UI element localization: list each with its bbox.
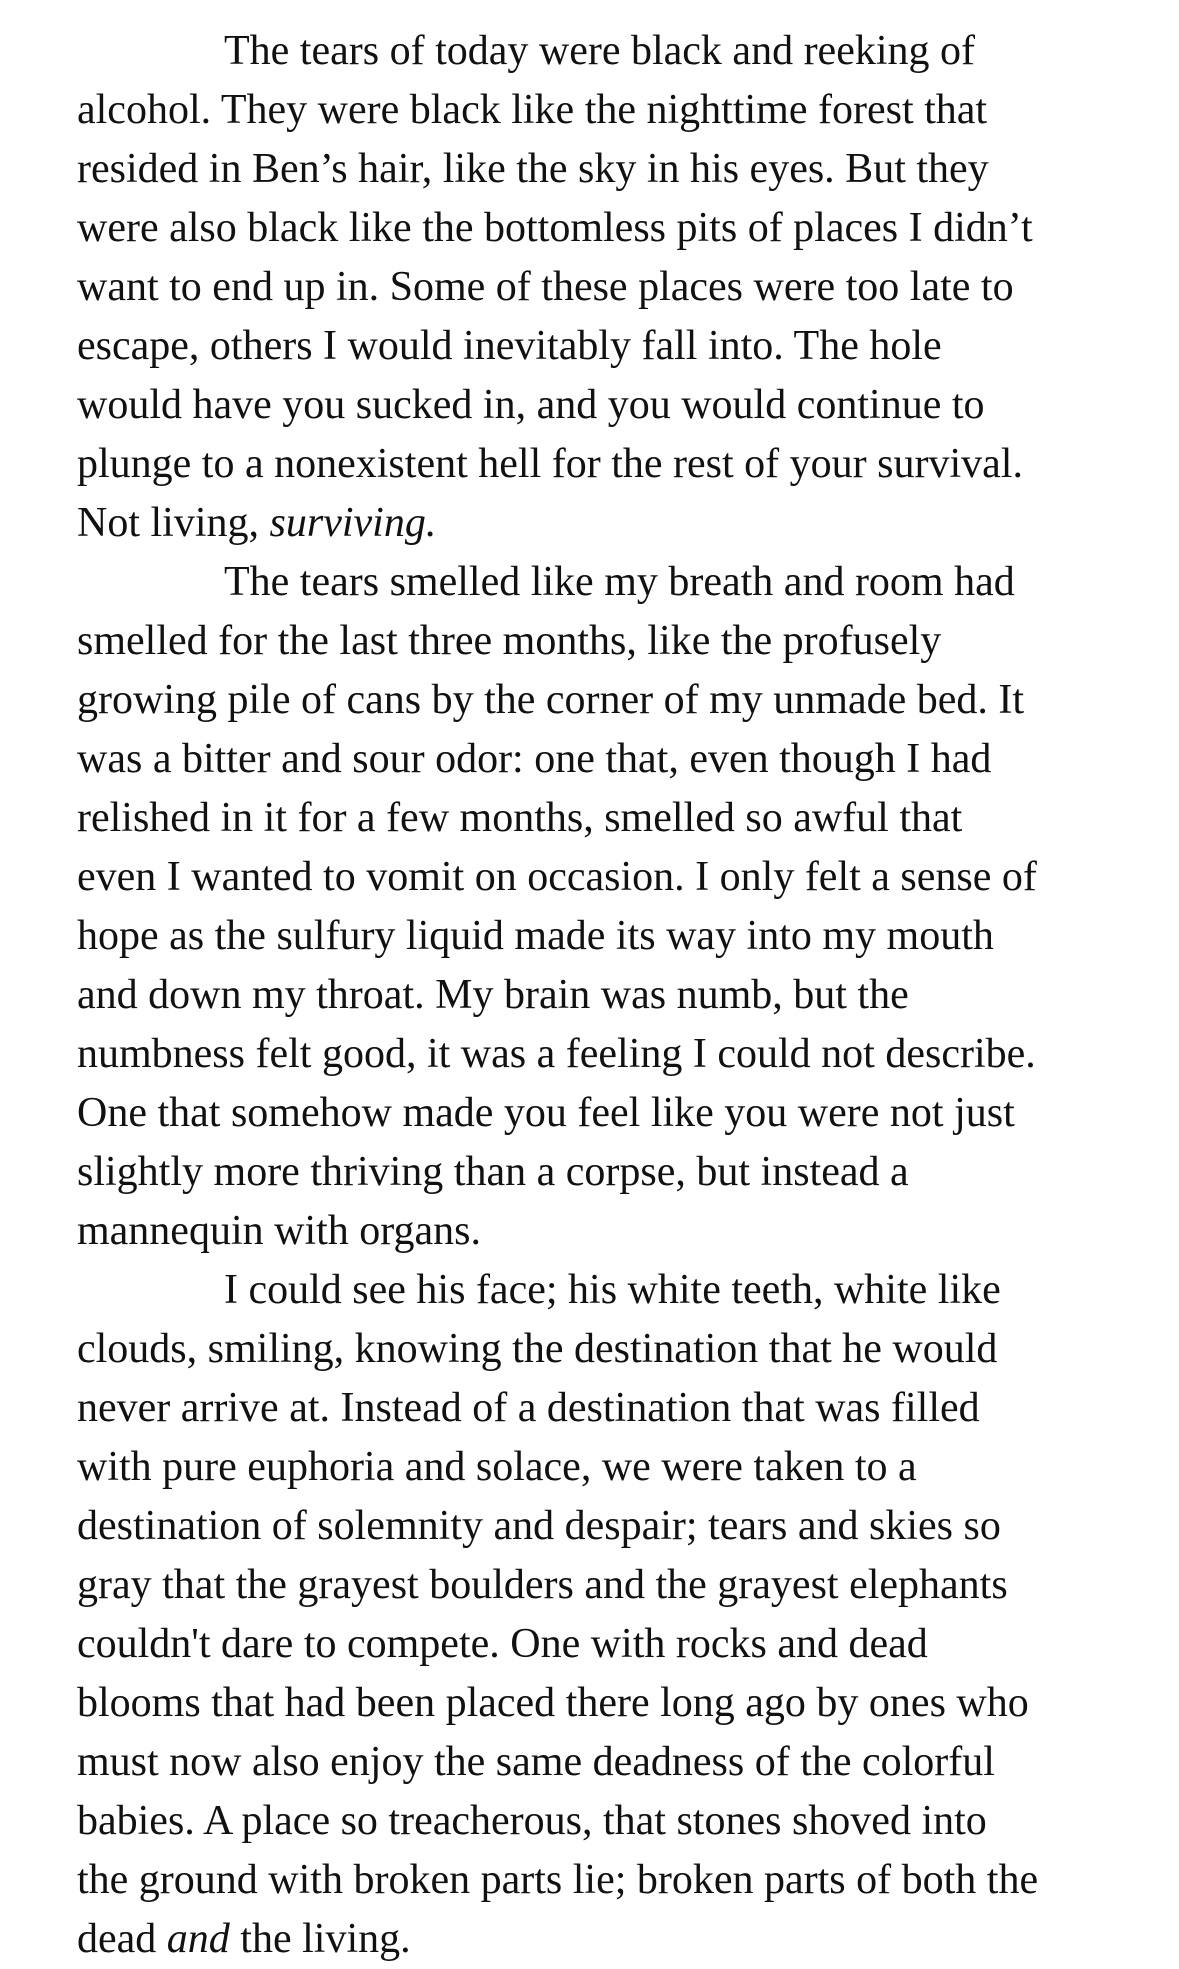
paragraph-1-line-9 bbox=[77, 494, 1157, 553]
paragraph-2-line-12: mannequin with organs. bbox=[77, 1208, 482, 1254]
paragraph-2-line-8: and down my throat. My brain was numb, but the bbox=[77, 972, 909, 1018]
paragraph-3-line-10: babies. A place so treacherous, that stones shoved into bbox=[77, 1798, 987, 1844]
paragraph-1-line-8: plunge to a nonexistent hell for the rest of your survival. bbox=[77, 441, 1023, 487]
paragraph-3-line-11: the ground with broken parts lie; broken parts of both the bbox=[77, 1857, 1039, 1903]
paragraph-3-line-1: I could see his face; his white teeth, white like bbox=[224, 1267, 1001, 1313]
paragraph-3-line-4: with pure euphoria and solace, we were taken to a bbox=[77, 1444, 917, 1490]
document-body bbox=[77, 22, 1157, 1969]
paragraph-1-emphasis-surviving: surviving. bbox=[269, 500, 437, 546]
paragraph-3-line-12 bbox=[77, 1910, 1157, 1969]
paragraph-2-line-3: growing pile of cans by the corner of my unmade bed. It bbox=[77, 677, 1025, 723]
paragraph-1-line-7: would have you sucked in, and you would continue to bbox=[77, 382, 985, 428]
paragraph-3-line-12-text-start: dead bbox=[77, 1916, 167, 1962]
paragraph-3-emphasis-and: and bbox=[166, 1916, 230, 1962]
paragraph-1-line-1: The tears of today were black and reeking of bbox=[224, 28, 975, 74]
paragraph-1-line-9-text: Not living, bbox=[77, 500, 270, 546]
paragraph-2-line-10: One that somehow made you feel like you were not just bbox=[77, 1090, 1015, 1136]
paragraph-2-line-9: numbness felt good, it was a feeling I could not describe. bbox=[77, 1031, 1036, 1077]
paragraph-1-line-2: alcohol. They were black like the nighttime forest that bbox=[77, 87, 988, 133]
paragraph-3-line-5: destination of solemnity and despair; tears and skies so bbox=[77, 1503, 1001, 1549]
paragraph-2-line-7: hope as the sulfury liquid made its way into my mouth bbox=[77, 913, 994, 959]
paragraph-3-line-2: clouds, smiling, knowing the destination that he would bbox=[77, 1326, 998, 1372]
paragraph-1-line-5: want to end up in. Some of these places were too late to bbox=[77, 264, 1014, 310]
paragraph-2-line-6: even I wanted to vomit on occasion. I only felt a sense of bbox=[77, 854, 1037, 900]
paragraph-3-line-8: blooms that had been placed there long ago by ones who bbox=[77, 1680, 1029, 1726]
paragraph-3-line-7: couldn't dare to compete. One with rocks and dead bbox=[77, 1621, 928, 1667]
paragraph-3-line-6: gray that the grayest boulders and the grayest elephants bbox=[77, 1562, 1008, 1608]
paragraph-2-line-4: was a bitter and sour odor: one that, even though I had bbox=[77, 736, 992, 782]
paragraph-3-line-9: must now also enjoy the same deadness of the colorful bbox=[77, 1739, 995, 1785]
paragraph-2-line-1: The tears smelled like my breath and room had bbox=[224, 559, 1015, 605]
paragraph-1-line-4: were also black like the bottomless pits of places I didn’t bbox=[77, 205, 1033, 251]
paragraph-2-line-2: smelled for the last three months, like the profusely bbox=[77, 618, 942, 664]
paragraph-2-line-11: slightly more thriving than a corpse, but instead a bbox=[77, 1149, 909, 1195]
paragraph-3-line-12-text-end: the living. bbox=[229, 1916, 411, 1962]
paragraph-1-line-6: escape, others I would inevitably fall into. The hole bbox=[77, 323, 942, 369]
paragraph-1-line-3: resided in Ben’s hair, like the sky in his eyes. But they bbox=[77, 146, 989, 192]
paragraph-3-line-3: never arrive at. Instead of a destination that was filled bbox=[77, 1385, 980, 1431]
paragraph-2-line-5: relished in it for a few months, smelled so awful that bbox=[77, 795, 963, 841]
